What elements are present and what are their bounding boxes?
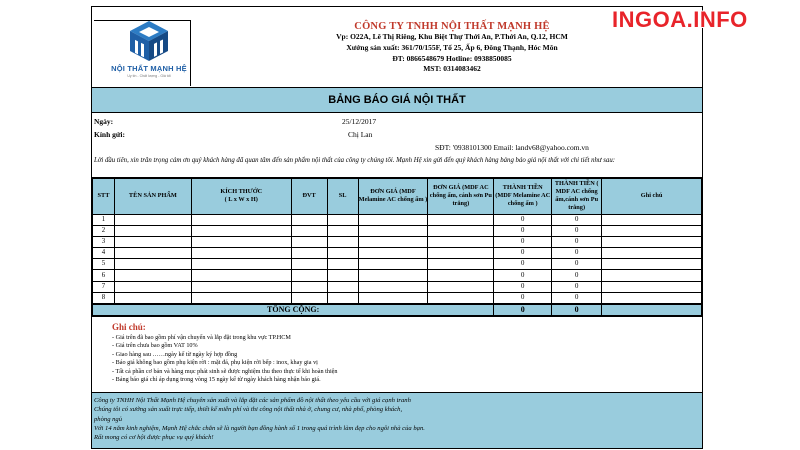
row-unit-cell[interactable]	[291, 281, 327, 292]
row-qty-cell[interactable]	[327, 236, 358, 247]
total-label: TỔNG CỘNG:	[93, 304, 494, 316]
row-unit-cell[interactable]	[291, 225, 327, 236]
row-stt: 3	[93, 236, 115, 247]
company-phones: ĐT: 0866548679 Hotline: 0938850085	[392, 53, 512, 63]
footer-line: Với 14 năm kinh nghiệm, Mạnh Hệ chắc chắn sẽ là người bạn đồng hành số 1 trong quá trình làm đẹp cho ngôi nhà của bạn.	[94, 424, 425, 432]
row-price-mdf-cell[interactable]	[358, 214, 428, 225]
col-unit: ĐVT	[291, 178, 327, 214]
table-row	[93, 225, 702, 236]
total-row	[93, 304, 702, 316]
row-price-ac-cell[interactable]	[428, 281, 494, 292]
total-note-cell	[602, 304, 702, 316]
row-product-cell[interactable]	[114, 281, 191, 292]
recipient-label: Kính gửi:	[94, 130, 125, 139]
row-amount-ac: 0	[552, 214, 602, 225]
company-info	[307, 21, 597, 75]
row-size-cell[interactable]	[191, 270, 291, 281]
row-price-mdf-cell[interactable]	[358, 225, 428, 236]
row-unit-cell[interactable]	[291, 259, 327, 270]
row-price-ac-cell[interactable]	[428, 248, 494, 259]
row-qty-cell[interactable]	[327, 248, 358, 259]
row-price-mdf-cell[interactable]	[358, 248, 428, 259]
row-amount-mdf: 0	[494, 214, 552, 225]
quotation-sheet	[91, 6, 703, 449]
date-label: Ngày:	[94, 117, 114, 126]
col-size-label: KÍCH THƯỚC	[220, 188, 263, 196]
row-amount-ac: 0	[552, 281, 602, 292]
col-product: TÊN SẢN PHẨM	[114, 178, 191, 214]
table-row	[93, 248, 702, 259]
row-size-cell[interactable]	[191, 225, 291, 236]
row-size-cell[interactable]	[191, 236, 291, 247]
notes-section	[112, 323, 672, 385]
row-price-ac-cell[interactable]	[428, 236, 494, 247]
row-price-ac-cell[interactable]	[428, 270, 494, 281]
row-note-cell[interactable]	[602, 281, 702, 292]
col-amount-ac: THÀNH TIỀN ( MDF AC chống ẩm,cánh sơn Pu trắng)	[552, 178, 602, 214]
row-price-mdf-cell[interactable]	[358, 270, 428, 281]
watermark-text: INGOA.INFO	[612, 7, 748, 32]
row-qty-cell[interactable]	[327, 225, 358, 236]
footer-line: Rất mong có cơ hội được phục vụ quý khách!	[94, 434, 214, 442]
row-note-cell[interactable]	[602, 292, 702, 304]
note-item: - Bảng báo giá chỉ áp dụng trong vòng 15 ngày kể từ ngày khách hàng nhận báo giá.	[112, 376, 321, 383]
row-price-mdf-cell[interactable]	[358, 236, 428, 247]
row-amount-mdf: 0	[494, 225, 552, 236]
row-qty-cell[interactable]	[327, 292, 358, 304]
table-row	[93, 214, 702, 225]
row-amount-ac: 0	[552, 292, 602, 304]
logo-brand-name: NỘI THẤT MẠNH HỆ	[111, 64, 187, 73]
row-unit-cell[interactable]	[291, 236, 327, 247]
col-amount-mdf: THÀNH TIỀN (MDF Melamine AC chống ẩm )	[494, 178, 552, 214]
row-unit-cell[interactable]	[291, 292, 327, 304]
total-amount-ac: 0	[552, 304, 602, 316]
footer-line: Chúng tôi có xưởng sản xuất trực tiếp, thiết kế miễn phí và thi công nội thất nhà ở, chung cư, nhà phố, phòng khách,	[94, 406, 403, 414]
company-logo	[106, 19, 192, 83]
footer-band	[92, 392, 702, 448]
company-address: Vp: O22A, Lê Thị Riêng, Khu Biệt Thự Thới An, P.Thới An, Q.12, HCM	[336, 32, 568, 41]
note-item: - Giá trên chưa bao gồm VAT 10%	[112, 342, 198, 349]
col-price-mdf: ĐƠN GIÁ (MDF Melamine AC chống ẩm )	[358, 178, 428, 214]
row-note-cell[interactable]	[602, 225, 702, 236]
row-amount-mdf: 0	[494, 236, 552, 247]
row-note-cell[interactable]	[602, 270, 702, 281]
col-size	[191, 178, 291, 214]
row-amount-mdf: 0	[494, 259, 552, 270]
row-product-cell[interactable]	[114, 248, 191, 259]
col-stt: STT	[93, 178, 115, 214]
row-amount-mdf: 0	[494, 270, 552, 281]
row-stt: 8	[93, 292, 115, 304]
row-product-cell[interactable]	[114, 225, 191, 236]
notes-title: Ghi chú:	[112, 322, 146, 332]
cube-logo-icon	[127, 19, 171, 63]
row-price-ac-cell[interactable]	[428, 292, 494, 304]
row-qty-cell[interactable]	[327, 214, 358, 225]
row-product-cell[interactable]	[114, 236, 191, 247]
row-stt: 2	[93, 225, 115, 236]
note-item: - Tất cả phần cơ bản và hàng mục phát sinh sẽ được nghiệm thu theo thực tế khi hoàn thiện	[112, 367, 338, 375]
row-size-cell[interactable]	[191, 259, 291, 270]
row-size-cell[interactable]	[191, 214, 291, 225]
row-product-cell[interactable]	[114, 292, 191, 304]
footer-line: Công ty TNHH Nội Thất Mạnh Hệ chuyên sản xuất và lắp đặt các sản phẩm đồ nội thất theo yêu cầu với giá cạnh tranh	[94, 397, 411, 404]
row-stt: 4	[93, 248, 115, 259]
row-price-mdf-cell[interactable]	[358, 292, 428, 304]
row-stt: 1	[93, 214, 115, 225]
intro-paragraph: Lời đầu tiên, xin trân trọng cảm ơn quý khách hàng đã quan tâm đến sản phẩm nội thất của công ty chúng tôi. Mạnh Hệ xin gửi đến quý khách hàng bảng báo giá nội thất với chi tiết như sau:	[94, 157, 616, 164]
table-row	[93, 281, 702, 292]
row-amount-ac: 0	[552, 270, 602, 281]
row-note-cell[interactable]	[602, 214, 702, 225]
table-row	[93, 236, 702, 247]
date-value: 25/12/2017	[342, 117, 377, 126]
row-price-mdf-cell[interactable]	[358, 281, 428, 292]
total-amount-mdf: 0	[494, 304, 552, 316]
row-price-ac-cell[interactable]	[428, 214, 494, 225]
row-note-cell[interactable]	[602, 236, 702, 247]
row-price-ac-cell[interactable]	[428, 225, 494, 236]
footer-line: phòng ngủ	[94, 415, 123, 423]
row-price-mdf-cell[interactable]	[358, 259, 428, 270]
row-size-cell[interactable]	[191, 281, 291, 292]
row-amount-mdf: 0	[494, 292, 552, 304]
row-note-cell[interactable]	[602, 259, 702, 270]
row-unit-cell[interactable]	[291, 248, 327, 259]
row-amount-ac: 0	[552, 236, 602, 247]
row-qty-cell[interactable]	[327, 270, 358, 281]
document-title: BẢNG BÁO GIÁ NỘI THẤT	[92, 87, 702, 113]
company-name: CÔNG TY TNHH NỘI THẤT MẠNH HỆ	[354, 21, 550, 32]
row-qty-cell[interactable]	[327, 281, 358, 292]
document-header	[92, 7, 702, 87]
row-price-ac-cell[interactable]	[428, 259, 494, 270]
row-size-cell[interactable]	[191, 248, 291, 259]
row-size-cell[interactable]	[191, 292, 291, 304]
customer-contact: SĐT: '0938101300 Email: landv68@yahoo.com.vn	[435, 143, 589, 152]
row-qty-cell[interactable]	[327, 259, 358, 270]
col-note: Ghi chú	[602, 178, 702, 214]
company-factory: Xưởng sản xuất: 361/70/155F, Tổ 25, Ấp 6, Đông Thạnh, Hóc Môn	[346, 42, 558, 52]
row-product-cell[interactable]	[114, 259, 191, 270]
row-amount-mdf: 0	[494, 281, 552, 292]
logo-tagline: Uy tín - Chất lượng - Giá tốt	[127, 74, 171, 78]
row-note-cell[interactable]	[602, 248, 702, 259]
table-row	[93, 259, 702, 270]
table-row	[93, 292, 702, 304]
note-item: - Giao hàng sau ……ngày kể từ ngày ký hợp đồng	[112, 350, 238, 358]
row-amount-ac: 0	[552, 259, 602, 270]
recipient-value: Chị Lan	[348, 130, 373, 139]
note-item: - Giá trên đã bao gồm phí vận chuyển và lắp đặt trong khu vực TP.HCM	[112, 333, 291, 341]
row-product-cell[interactable]	[114, 270, 191, 281]
table-row	[93, 270, 702, 281]
col-price-ac: ĐƠN GIÁ (MDF AC chống ẩm, cánh sơn Pu trắng)	[428, 178, 494, 214]
quotation-table	[92, 177, 702, 317]
col-qty: SL	[327, 178, 358, 214]
row-amount-ac: 0	[552, 248, 602, 259]
col-size-sub: ( L x W x H)	[224, 196, 258, 204]
row-unit-cell[interactable]	[291, 270, 327, 281]
note-item: - Báo giá không bao gồm phụ kiện rời : mặt đá, phụ kiện rời bếp : inox, khay gia vị	[112, 359, 318, 366]
row-amount-ac: 0	[552, 225, 602, 236]
row-amount-mdf: 0	[494, 248, 552, 259]
row-stt: 6	[93, 270, 115, 281]
row-stt: 7	[93, 281, 115, 292]
row-unit-cell[interactable]	[291, 214, 327, 225]
row-stt: 5	[93, 259, 115, 270]
company-tax-code: MST: 0314083462	[423, 64, 481, 74]
table-header-row	[93, 178, 702, 214]
row-product-cell[interactable]	[114, 214, 191, 225]
